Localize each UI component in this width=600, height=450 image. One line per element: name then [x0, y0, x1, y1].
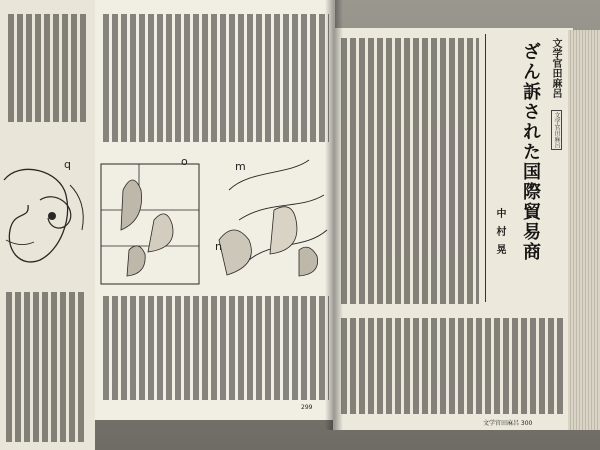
left-page — [0, 0, 95, 450]
middle-text-block-bottom — [103, 296, 329, 400]
header-rule — [485, 34, 486, 302]
right-text-block-top — [341, 38, 479, 304]
middle-page — [95, 0, 335, 420]
figure-label-o: o — [181, 155, 188, 168]
figure-label-q: q — [64, 158, 71, 171]
middle-text-block-top — [103, 14, 329, 142]
article-header — [479, 38, 565, 298]
middle-illustrations — [99, 150, 331, 290]
right-page-number: 文学官田麻呂 300 — [483, 420, 533, 427]
series-sub-label: 文学官田麻呂 — [553, 112, 560, 148]
left-text-block-bottom — [6, 292, 86, 442]
middle-page-number: 299 — [301, 404, 313, 411]
series-label: 文学官田麻呂 — [550, 38, 561, 98]
author-name: 中村晃 — [494, 208, 505, 262]
spine-shadow — [325, 0, 343, 430]
figure-label-n: n — [215, 240, 222, 253]
left-illustration — [0, 150, 95, 275]
figure-label-m: m — [235, 160, 246, 173]
right-page — [333, 28, 573, 430]
right-text-block-bottom — [341, 318, 565, 414]
article-title: ざん訴された国際貿易商 — [520, 42, 541, 262]
left-text-block-top — [8, 14, 88, 122]
page-edges — [568, 30, 600, 430]
